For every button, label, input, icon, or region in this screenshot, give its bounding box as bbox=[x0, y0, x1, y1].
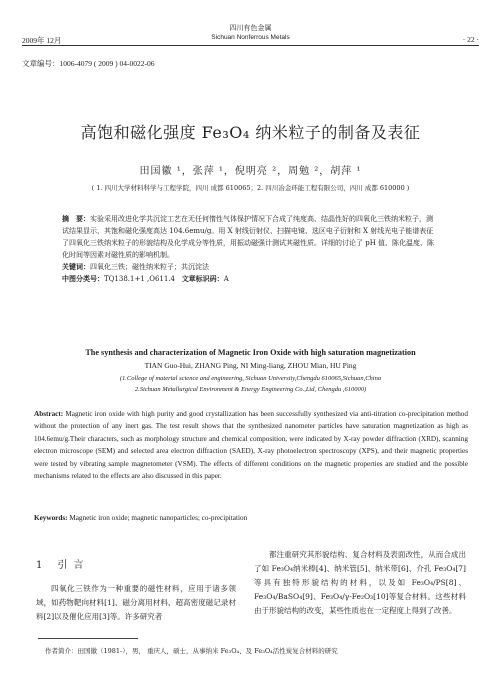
abstract-cn-text: 实验采用改进化学共沉淀工艺在无任何惰性气体保护情况下合成了纯度高、结晶性好的四氧化三铁纳米粒子，测试结果显示，其饱和磁化强度高达 104.6emu/g。用 X 射线衍射仪、扫描电镜、选区电子衍射和 X 射线光电子能谱表征了四氧化三铁纳米粒子的形貌结构及化学成分等性质，用振动磁强计测试其磁性质。详细的讨论了 pH 值、陈化温度、陈化时间等因素对磁性质的影响机制。 bbox=[62, 215, 435, 259]
abstract-en bbox=[34, 408, 468, 482]
keywords-en-text: Magnetic iron oxide; magnetic nanoparticles; co-precipitation bbox=[69, 514, 248, 522]
article-number: 文章编号：1006-4079 ( 2009 ) 04-0022-06 bbox=[22, 59, 155, 68]
affiliation-en-1: (1.College of material science and engineering, Sichuan University,Chengdu 610065,Sichuan,China bbox=[119, 375, 382, 382]
keywords-en bbox=[34, 514, 468, 522]
abstract-en-text: Magnetic iron oxide with high purity and good crystallization has been successfully synthesized via anti-titration co-precipitation method without the protection of any inert gas. The test result shows that the synthesized nanometer particles have saturation magnetization as high as 104.6emu/g.Their characters, such as morphology structure and chemical composition, were indicated by X-ray powder diffraction (XRD), scanning electron microscope (SEM) and selected area electron diffraction (SAED), X-ray photoelectron spectroscopy (XPS), and their magnetic properties were tested by vibrating sample magnetometer (VSM). The effects of different conditions on the magnetic properties are studied and the possible mechanisms related to the effects are also discussed in this paper. bbox=[34, 410, 468, 481]
affiliation-en-2: 2.Sichuan Metallurgical Environment & Energy Engineering Co.,Ltd, Chengdu ,610000) bbox=[134, 386, 367, 393]
intro-right-column: 都注重研究其形貌结构、复合材料及表面改性，从而合成出了如 Fe₃O₄纳米棒[4]、纳米管[5]、纳米带[6]、介孔 Fe₃O₄[7]等具有独特形貌结构的材料，以及如 Fe₃O₄/PS[8]、Fe₃O₄/BaSO₄[9]、Fe₃O₄/γ-Fe₂O₃[10]等复合材料。这些材料由于形貌结构的改变，某些性质也在一定程度上得到了改善。 bbox=[254, 550, 466, 615]
keywords-en-label: Keywords: bbox=[34, 514, 68, 522]
page-number: · 22 · bbox=[462, 35, 479, 44]
intro-left-column: 四氧化三铁作为一种重要的磁性材料，应用于诸多领域，如药物靶向材料[1]、磁分离用材料、超高密度磁记录材料[2]以及催化应用[3]等。许多研究者 bbox=[36, 584, 236, 621]
keywords-cn-text: 四氧化三铁；磁性纳米粒子；共沉淀法 bbox=[90, 263, 209, 271]
issue-date: 2009年 12月 bbox=[22, 36, 62, 45]
doc-code-label: 文章标识码： bbox=[181, 274, 224, 283]
keywords-cn-label: 关键词： bbox=[62, 262, 90, 271]
keywords-cn bbox=[62, 261, 437, 273]
classification-cn-label: 中图分类号： bbox=[62, 274, 104, 283]
section-heading-introduction: 1 引言 bbox=[36, 560, 90, 571]
paper-title-en: The synthesis and characterization of Magnetic Iron Oxide with high saturation magnetization bbox=[85, 348, 416, 357]
author-footnote: 作者简介：田国徽（1981-），男， 重庆人，硕士，从事纳米 Fe₃O₄、及 Fe₃O₄活性炭复合材料的研究 bbox=[45, 647, 338, 655]
abstract-cn-body bbox=[62, 213, 437, 261]
doc-code-value: A bbox=[223, 275, 229, 283]
abstract-cn bbox=[62, 213, 437, 285]
classification-cn-value: TQ138.1+1 ,O611.4 bbox=[104, 275, 175, 283]
journal-header bbox=[0, 24, 501, 42]
affiliation-cn: ( 1. 四川大学材料科学与工程学院，四川 成都 610065；2. 四川冶金环能工程有限公司，四川 成都 610000 ) bbox=[91, 184, 410, 192]
abstract-en-label: Abstract: bbox=[34, 410, 64, 418]
authors-en: TIAN Guo-Hui, ZHANG Ping, NI Ming-liang, ZHOU Mian, HU Ping bbox=[144, 361, 357, 370]
header-rule bbox=[22, 45, 479, 46]
authors-cn: 田国徽 ¹，张萍 ¹，倪明亮 ²，周勉 ²，胡萍 ¹ bbox=[139, 166, 362, 177]
journal-name-en: Sichuan Nonferrous Metals bbox=[211, 34, 290, 41]
journal-name-cn: 四川有色金属 bbox=[229, 24, 272, 32]
paper-title-cn: 高饱和磁化强度 Fe₃O₄ 纳米粒子的制备及表征 bbox=[80, 123, 421, 142]
classification-cn bbox=[62, 273, 437, 285]
abstract-cn-label: 摘 要： bbox=[62, 214, 90, 223]
footnote-rule bbox=[38, 638, 138, 639]
